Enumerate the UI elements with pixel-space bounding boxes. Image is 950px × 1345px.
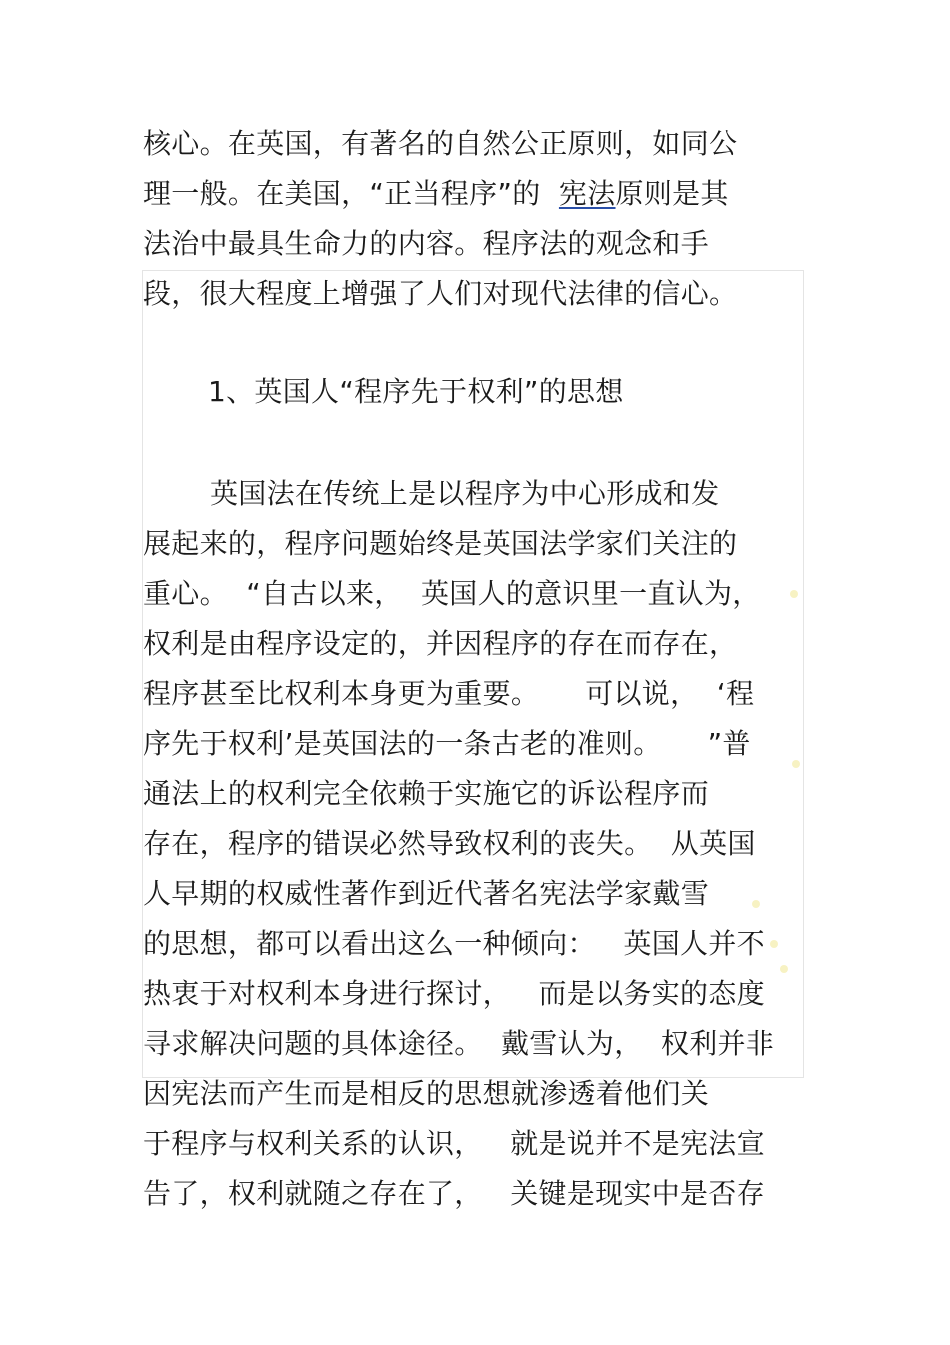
paragraph-line: 重心。 “自古以来， 英国人的意识里一直认为，	[143, 577, 761, 610]
paragraph-line: 寻求解决问题的具体途径。 戴雪认为， 权利并非	[143, 1027, 775, 1060]
scan-speck	[780, 965, 788, 973]
scan-speck	[770, 940, 778, 948]
paragraph-line: 因宪法而产生而是相反的思想就渗透着他们关	[143, 1077, 710, 1110]
paragraph-line: 热衷于对权利本身进行探讨， 而是以务实的态度	[143, 977, 765, 1010]
scan-speck	[752, 900, 760, 908]
paragraph-line: 展起来的，程序问题始终是英国法学家们关注的	[143, 527, 738, 560]
section-heading: 1、英国人“程序先于权利”的思想	[208, 375, 624, 408]
text-line-2-start: 理一般。在美国，“正当程序”的	[143, 177, 559, 210]
paragraph-line: 于程序与权利关系的认识， 就是说并不是宪法宣	[143, 1127, 765, 1160]
scan-speck	[792, 760, 800, 768]
paragraph-line: 英国法在传统上是以程序为中心形成和发	[210, 477, 720, 510]
paragraph-line: 存在，程序的错误必然导致权利的丧失。 从英国	[143, 827, 756, 860]
constitution-link[interactable]: 宪法	[558, 177, 616, 210]
scan-speck	[790, 590, 798, 598]
paragraph-line: 人早期的权威性著作到近代著名宪法学家戴雪	[143, 877, 710, 910]
text-line-3: 法治中最具生命力的内容。程序法的观念和手	[143, 227, 710, 260]
paragraph-line: 告了，权利就随之存在了， 关键是现实中是否存	[143, 1177, 765, 1210]
text-line-1: 核心。在英国，有著名的自然公正原则，如同公	[143, 127, 738, 160]
text-line-2	[143, 174, 729, 214]
paragraph-line: 的思想，都可以看出这么一种倾向： 英国人并不	[143, 927, 765, 960]
text-line-4: 段，很大程度上增强了人们对现代法律的信心。	[143, 277, 738, 310]
paragraph-line: 权利是由程序设定的，并因程序的存在而存在，	[143, 627, 738, 660]
text-line-2-end: 原则是其	[615, 177, 729, 210]
paragraph-line: 序先于权利’是英国法的一条古老的准则。 ”普	[143, 727, 751, 760]
paragraph-line: 程序甚至比权利本身更为重要。 可以说， ‘程	[143, 677, 755, 710]
paragraph-line: 通法上的权利完全依赖于实施它的诉讼程序而	[143, 777, 710, 810]
